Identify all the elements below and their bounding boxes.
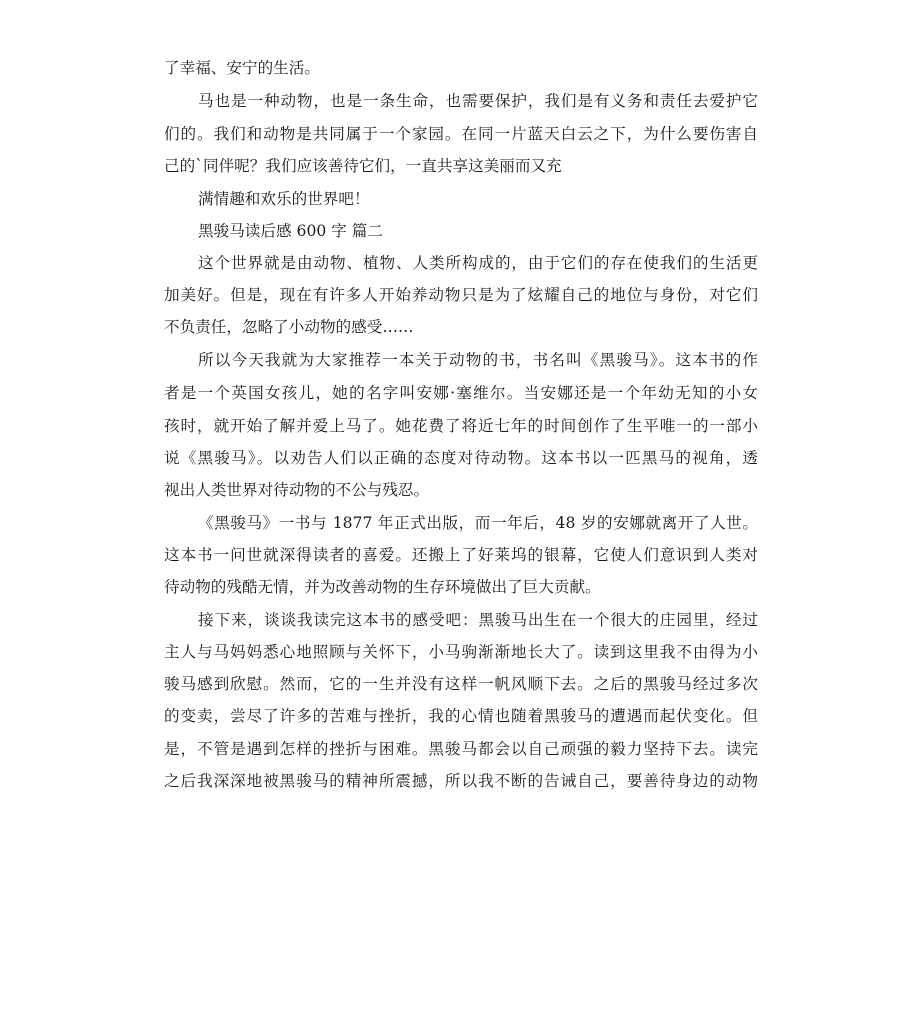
text-line: 视出人类世界对待动物的不公与残忍。 [164, 481, 430, 499]
text-line: 的变卖，尝尽了许多的苦难与挫折，我的心情也随着黑骏马的遭遇而起伏变化。但 [164, 707, 758, 725]
text-line: 了幸福、安宁的生活。 [164, 59, 320, 77]
text-line: 这个世界就是由动物、植物、人类所构成的，由于它们的存在使我们的生活更 [198, 254, 758, 272]
text-line: 待动物的残酷无情，并为改善动物的生存环境做出了巨大贡献。 [164, 578, 601, 596]
text-line: 之后我深深地被黑骏马的精神所震撼，所以我不断的告诫自己，要善待身边的动物 [164, 772, 758, 790]
text-line: 孩时，就开始了解并爱上马了。她花费了将近七年的时间创作了生平唯一的一部小 [164, 417, 758, 435]
text-line: 者是一个英国女孩儿，她的名字叫安娜·塞维尔。当安娜还是一个年幼无知的小女 [164, 384, 758, 402]
text-line: 说《黑骏马》。以劝告人们以正确的态度对待动物。这本书以一匹黑马的视角，透 [164, 449, 758, 467]
section-heading: 黑骏马读后感 600 字 篇二 [198, 222, 383, 240]
text-line: 主人与马妈妈悉心地照顾与关怀下，小马驹渐渐地长大了。读到这里我不由得为小 [164, 643, 758, 661]
text-line: 马也是一种动物，也是一条生命，也需要保护，我们是有义务和责任去爱护它 [198, 92, 758, 110]
text-line: 这本书一问世就深得读者的喜爱。还搬上了好莱坞的银幕，它使人们意识到人类对 [164, 546, 758, 564]
text-line: 所以今天我就为大家推荐一本关于动物的书，书名叫《黑骏马》。这本书的作 [198, 351, 758, 369]
text-line: 们的。我们和动物是共同属于一个家园。在同一片蓝天白云之下，为什么要伤害自 [164, 125, 758, 143]
text-line: 骏马感到欣慰。然而，它的一生并没有这样一帆风顺下去。之后的黑骏马经过多次 [164, 675, 758, 693]
text-line: 加美好。但是，现在有许多人开始养动物只是为了炫耀自己的地位与身份，对它们 [164, 286, 758, 304]
text-line: 接下来，谈谈我读完这本书的感受吧：黑骏马出生在一个很大的庄园里，经过 [198, 611, 758, 629]
text-line: 满情趣和欢乐的世界吧！ [198, 190, 370, 208]
text-line: 是，不管是遇到怎样的挫折与困难。黑骏马都会以自己顽强的毅力坚持下去。读完 [164, 740, 758, 758]
text-line: 不负责任，忽略了小动物的感受…… [164, 318, 414, 336]
text-line: 己的`同伴呢？我们应该善待它们，一直共享这美丽而又充 [164, 157, 562, 175]
text-line: 《黑骏马》一书与 1877 年正式出版，而一年后，48 岁的安娜就离开了人世。 [198, 514, 758, 532]
